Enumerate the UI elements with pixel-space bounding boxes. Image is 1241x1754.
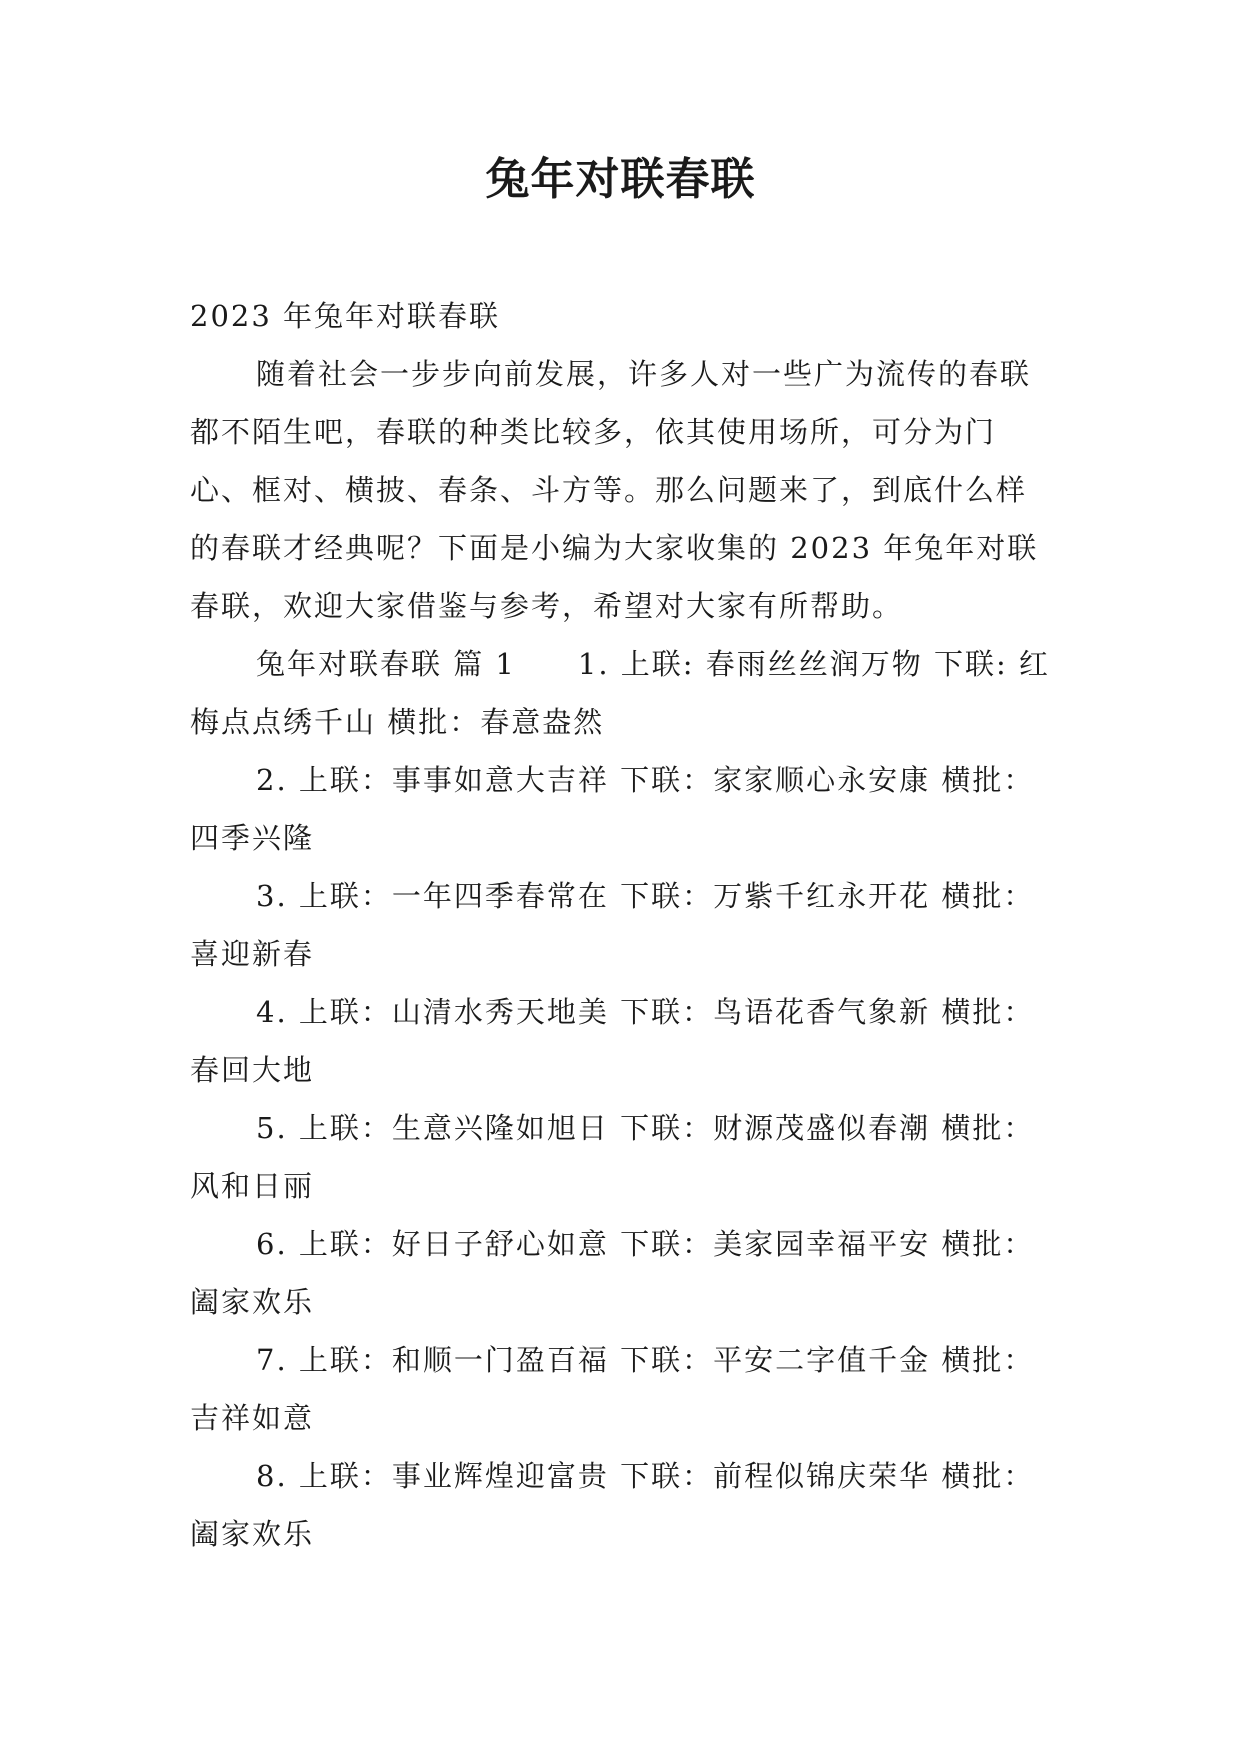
- subtitle-line: 2023 年兔年对联春联: [190, 299, 501, 333]
- intro-paragraph: 随着社会一步步向前发展，许多人对一些广为流传的春联都不陌生吧，春联的种类比较多，依其使用场所，可分为门心、框对、横披、春条、斗方等。那么问题来了，到底什么样的春联才经典呢？下面是小编为大家收集的 2023 年兔年对联春联，欢迎大家借鉴与参考，希望对大家有所帮助。: [190, 357, 1039, 623]
- couplet-item-1: 兔年对联春联 篇 1 1. 上联: 春雨丝丝润万物 下联: 红梅点点绣千山 横批：春意盎然: [190, 647, 1050, 739]
- couplet-item-2: 2. 上联：事事如意大吉祥 下联：家家顺心永安康 横批：四季兴隆: [190, 763, 1035, 855]
- document-title: 兔年对联春联: [485, 154, 756, 205]
- couplet-item-4: 4. 上联：山清水秀天地美 下联：鸟语花香气象新 横批：春回大地: [190, 995, 1035, 1087]
- couplet-item-3: 3. 上联：一年四季春常在 下联：万紫千红永开花 横批：喜迎新春: [190, 879, 1035, 971]
- couplet-item-5: 5. 上联：生意兴隆如旭日 下联：财源茂盛似春潮 横批：风和日丽: [190, 1111, 1035, 1203]
- couplet-item-8: 8. 上联：事业辉煌迎富贵 下联：前程似锦庆荣华 横批：阖家欢乐: [190, 1459, 1035, 1551]
- couplet-item-6: 6. 上联：好日子舒心如意 下联：美家园幸福平安 横批：阖家欢乐: [190, 1227, 1035, 1319]
- document-body: [190, 287, 1050, 1563]
- couplet-item-7: 7. 上联：和顺一门盈百福 下联：平安二字值千金 横批：吉祥如意: [190, 1343, 1035, 1435]
